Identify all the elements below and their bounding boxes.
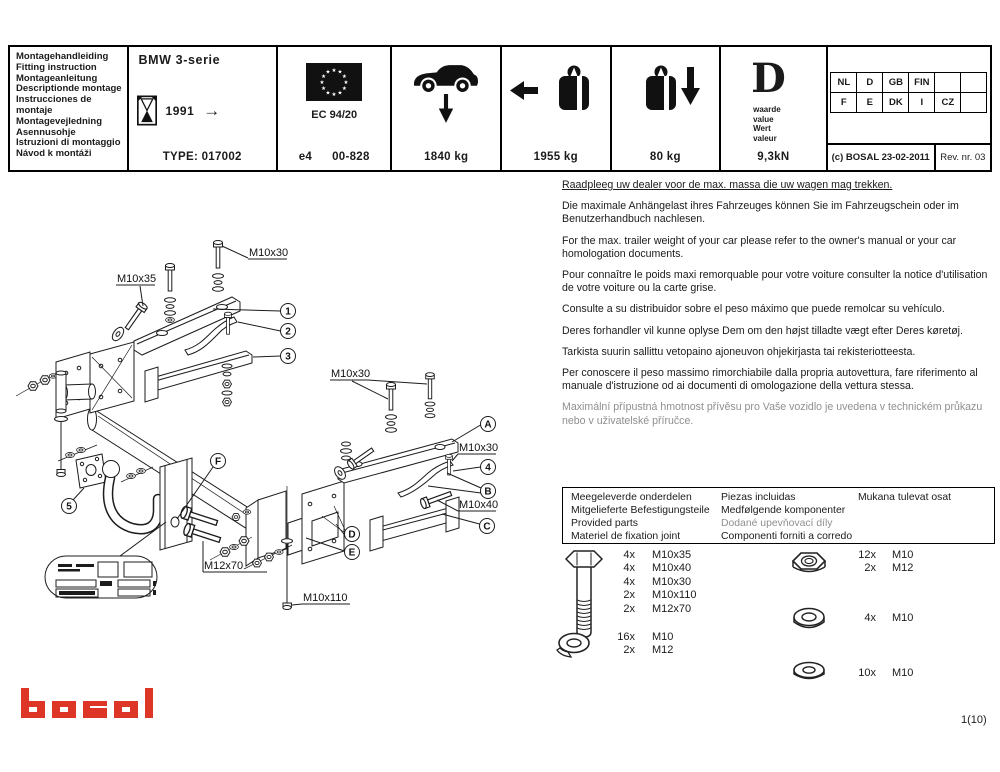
- country-code: F: [831, 93, 857, 113]
- callout-C: C: [483, 521, 491, 533]
- notice-finnish: Tarkista suurin sallittu vetopaino ajoneuvon ohjekirjasta tai rekisteriotteesta.: [562, 345, 916, 358]
- country-code: [961, 93, 987, 113]
- language-title: Instrucciones de montaje: [16, 94, 92, 116]
- flat-washer-icon: [789, 661, 829, 687]
- dealer-notice-block: [562, 179, 1000, 436]
- copyright: (c) BOSAL 23-02-2011: [831, 152, 930, 163]
- part-row: 4x M10x30: [623, 575, 692, 588]
- language-title: Montagehandleiding: [16, 51, 109, 62]
- country-code: [961, 73, 987, 93]
- spring-washer-list: [605, 631, 673, 658]
- d-word: valeur: [753, 133, 777, 143]
- part-row: 2x M10x110: [623, 589, 697, 602]
- bolt-list: [605, 549, 696, 616]
- notice-danish: Deres forhandler vil kunne oplyse Dem om den højst tilladte vægt efter Deres køretøj.: [562, 324, 963, 337]
- d-word: Wert: [753, 124, 771, 133]
- notice-german: Die maximale Anhängelast ihres Fahrzeuges können Sie im Fahrzeugschein oder im Benutzerhandbuch nachlesen.: [562, 200, 959, 226]
- car-down-arrow-icon: [409, 61, 483, 125]
- approval-code: e4: [298, 151, 313, 163]
- bolt-label-m10x30-top: M10x30: [249, 247, 289, 259]
- svg-text:★: ★: [321, 86, 327, 92]
- notice-italian: Per conoscere il peso massimo rimorchiabile dalla propria autovettura, fare riferimento al manuale d'istruzione od ai documenti di omologazione della vettura stessa.: [562, 367, 978, 393]
- language-title: Návod k montáži: [16, 148, 92, 160]
- country-code: D: [857, 73, 883, 93]
- revision-number: Rev. nr. 03: [934, 145, 990, 170]
- part-row: 4x M10x35: [623, 549, 692, 561]
- country-code: CZ: [935, 93, 961, 113]
- bosal-logo: [12, 688, 162, 718]
- svg-text:★: ★: [331, 92, 337, 98]
- spacer-washer-icon: [789, 606, 829, 636]
- callout-E: E: [348, 547, 356, 559]
- callout-5: 5: [66, 501, 72, 513]
- language-title: Fitting instruction: [16, 61, 97, 73]
- spring-washer-icon: [554, 628, 594, 662]
- type-number: TYPE: 017002: [162, 151, 242, 163]
- parts-title: Piezas incluidas: [721, 492, 796, 503]
- svg-text:★: ★: [331, 68, 337, 74]
- bolt-label-m10x35: M10x35: [117, 273, 157, 285]
- notice-dutch: Raadpleeg uw dealer voor de max. massa die uw wagen mag trekken.: [562, 179, 893, 191]
- d-letter: D: [751, 55, 786, 102]
- parts-title: Mitgelieferte Befestigungsteile: [571, 505, 710, 516]
- provided-parts-header: [562, 487, 995, 544]
- callout-3: 3: [285, 351, 291, 363]
- notice-czech: Maximální přípustná hmotnost přívěsu pro Vaše vozidlo je uvedena v technickém průkazu nebo v uživatelské příručce.: [562, 401, 983, 427]
- towbar-exploded-diagram: [0, 215, 560, 680]
- part-row: 12x M10: [858, 549, 914, 561]
- vertical-load-cell: [610, 47, 720, 170]
- weight-down-arrow-icon: [619, 61, 711, 121]
- part-row: 16x M10: [617, 631, 674, 643]
- parts-title: Componenti forniti a corredo: [721, 531, 853, 542]
- svg-text:★: ★: [337, 90, 343, 97]
- svg-text:★: ★: [319, 80, 325, 86]
- language-title: Montageanleitung: [16, 72, 98, 84]
- countries-cell: [826, 47, 990, 170]
- callout-B: B: [484, 486, 492, 498]
- country-code: GB: [883, 73, 909, 93]
- svg-text:★: ★: [342, 74, 348, 80]
- svg-text:★: ★: [321, 74, 327, 80]
- spacer-washer-list: [838, 612, 913, 625]
- ec-approval-cell: [276, 47, 391, 170]
- max-vertical-load: 80 kg: [649, 151, 681, 163]
- country-code: DK: [883, 93, 909, 113]
- language-title-list: [10, 47, 127, 170]
- nut-icon: [789, 548, 829, 582]
- d-word: value: [753, 114, 774, 124]
- country-code: NL: [831, 73, 857, 93]
- header-table: [8, 45, 992, 172]
- svg-text:★: ★: [325, 69, 331, 76]
- part-row: 2x M12x70: [623, 602, 692, 615]
- approval-number: 00-828: [332, 151, 370, 163]
- callout-2: 2: [285, 326, 291, 338]
- callout-1: 1: [285, 306, 291, 318]
- d-value: 9,3kN: [757, 151, 790, 163]
- svg-text:★: ★: [343, 80, 349, 86]
- callout-F: F: [214, 456, 222, 468]
- model-cell: [127, 47, 276, 170]
- d-value-cell: [719, 47, 826, 170]
- bolt-label-m10x30-mid: M10x30: [331, 368, 371, 380]
- max-vehicle-weight: 1840 kg: [424, 151, 469, 163]
- part-row: 10x M10: [858, 667, 914, 679]
- country-code: I: [909, 93, 935, 113]
- country-code: E: [857, 93, 883, 113]
- language-title: Istruzioni di montaggio: [16, 137, 121, 149]
- svg-text:★: ★: [337, 69, 343, 76]
- language-title: Asennusohje: [16, 126, 76, 138]
- country-code: [935, 73, 961, 93]
- weight-left-arrow-icon: [510, 61, 602, 121]
- ec-directive: EC 94/20: [311, 109, 358, 121]
- part-row: 2x M12: [864, 562, 914, 575]
- callout-A: A: [484, 419, 492, 431]
- flat-washer-list: [838, 667, 913, 680]
- arrow-right-icon: →: [203, 100, 221, 120]
- notice-spanish: Consulte a su distribuidor sobre el peso máximo que puede remolcar su vehículo.: [562, 303, 945, 316]
- nut-list: [838, 549, 913, 576]
- country-code: FIN: [909, 73, 935, 93]
- notice-french: Pour connaître le poids maxi remorquable pour votre voiture consulter la notice d'utilisation de votre voiture ou la carte grise.: [562, 269, 988, 295]
- vehicle-weight-cell: [390, 47, 500, 170]
- svg-text:★: ★: [325, 90, 331, 97]
- language-title: Descriptionde montage: [16, 83, 122, 95]
- part-row: 4x M10x40: [623, 562, 692, 575]
- bolt-label-m12x70: M12x70: [204, 560, 244, 572]
- bolt-label-m10x110: M10x110: [303, 592, 348, 604]
- svg-text:★: ★: [342, 86, 348, 92]
- parts-title: Meegeleverde onderdelen: [571, 492, 692, 503]
- parts-title: Provided parts: [571, 518, 638, 529]
- vehicle-model: BMW 3-serie: [138, 53, 221, 67]
- part-row: 4x M10: [864, 612, 914, 624]
- parts-title: Medfølgende komponenter: [721, 505, 846, 516]
- hourglass-icon: [137, 95, 157, 126]
- notice-english: For the max. trailer weight of your car please refer to the owner's manual or your car homologation documents.: [562, 234, 957, 260]
- parts-title: Materiel de fixation joint: [571, 531, 681, 542]
- page-number: 1(10): [961, 714, 987, 726]
- language-title: Montagevejledning: [16, 115, 103, 127]
- parts-title: Dodané upevňovací díly: [721, 518, 833, 529]
- d-word: waarde: [753, 105, 781, 114]
- max-trailer-weight: 1955 kg: [533, 151, 578, 163]
- bolt-label-m10x40: M10x40: [459, 499, 499, 511]
- bolt-label-m10x30-right: M10x30: [459, 442, 499, 454]
- trailer-weight-cell: [500, 47, 610, 170]
- callout-4: 4: [485, 462, 491, 474]
- callout-D: D: [348, 529, 356, 541]
- country-codes-table: [830, 72, 987, 113]
- part-row: 2x M12: [623, 644, 674, 657]
- parts-title: Mukana tulevat osat: [858, 492, 951, 503]
- model-year: 1991: [165, 103, 195, 118]
- eu-stars-icon: [306, 63, 362, 101]
